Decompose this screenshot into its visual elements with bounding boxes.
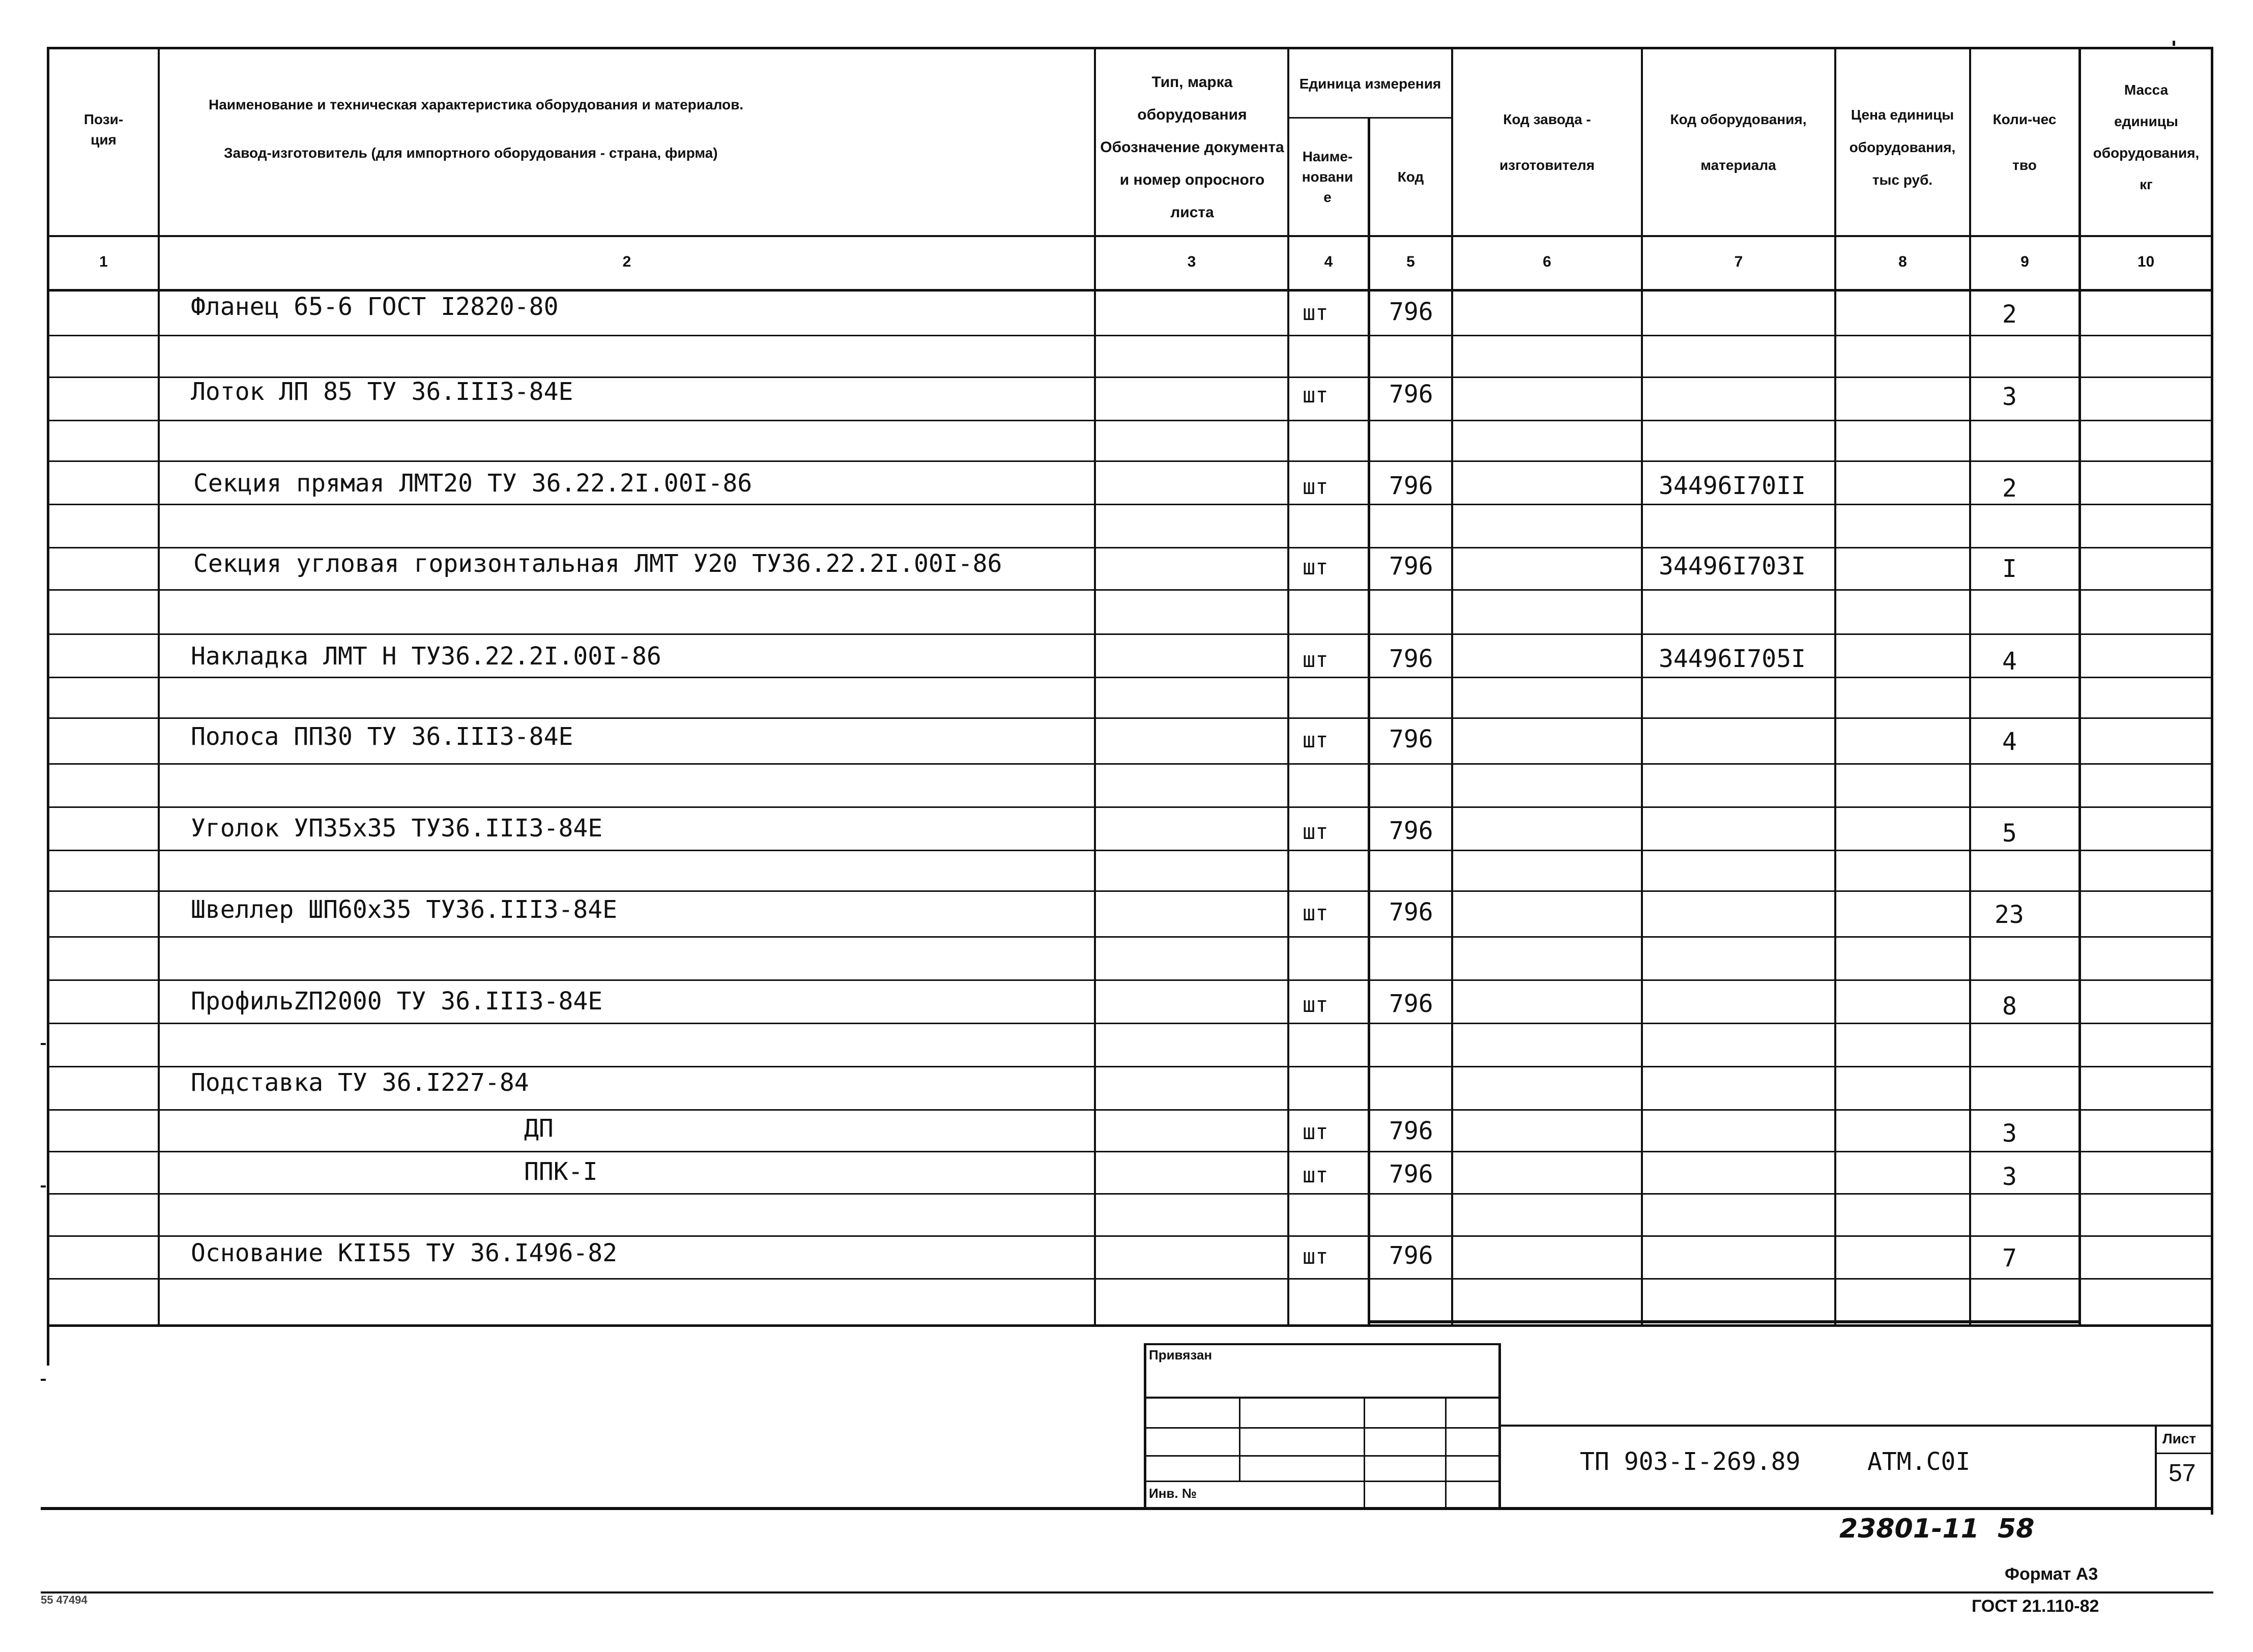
row-name: ППК-I [524, 1157, 598, 1186]
row-unit: шт [1303, 1119, 1328, 1144]
row-name: Швеллер ШП60х35 ТУ36.III3-84Е [191, 895, 618, 924]
gost-label: ГОСТ 21.110-82 [1972, 1597, 2099, 1616]
row-name: Накладка ЛМТ Н ТУ36.22.2I.00I-86 [191, 642, 661, 671]
row-name: ДП [524, 1114, 554, 1143]
row-quantity: 3 [2002, 383, 2017, 411]
header-col-unit-code: Код [1397, 168, 1424, 185]
row-equipment-code: 34496I703I [1659, 552, 1806, 581]
row-unit: шт [1303, 300, 1328, 325]
row-equipment-code: 34496I705I [1659, 645, 1806, 673]
column-number: 3 [1187, 253, 1196, 270]
row-quantity: I [2002, 555, 2017, 583]
row-code: 796 [1389, 380, 1433, 409]
stamp-inventory-label: Инв. № [1149, 1486, 1197, 1501]
row-quantity: 3 [2002, 1163, 2017, 1191]
row-quantity: 2 [2002, 474, 2017, 503]
row-quantity: 5 [2002, 819, 2017, 848]
row-quantity: 2 [2002, 300, 2017, 329]
document-mark: АТМ.С0I [1867, 1447, 1971, 1476]
column-number: 5 [1406, 253, 1415, 270]
row-unit: шт [1303, 901, 1328, 925]
row-code: 796 [1389, 1117, 1433, 1145]
row-unit: шт [1303, 819, 1328, 844]
row-code: 796 [1389, 472, 1433, 500]
format-label: Формат А3 [2005, 1564, 2098, 1584]
header-col-mass: Масса единицы оборудования, кг [2093, 82, 2200, 192]
row-quantity: 7 [2002, 1244, 2017, 1272]
left-edge-code: 55 47494 [41, 1593, 88, 1606]
row-quantity: 8 [2002, 992, 2017, 1021]
row-unit: шт [1303, 1163, 1328, 1187]
row-unit: шт [1303, 474, 1328, 499]
column-number: 6 [1543, 253, 1551, 270]
row-name: Фланец 65-6 ГОСТ I2820-80 [191, 293, 559, 321]
row-code: 796 [1389, 298, 1433, 326]
row-quantity: 3 [2002, 1119, 2017, 1148]
header-col-factory-code: Код завода - изготовителя [1499, 111, 1595, 173]
row-code: 796 [1389, 552, 1433, 581]
row-unit: шт [1303, 555, 1328, 579]
handwritten-number: 23801-11 58 [1839, 1514, 2035, 1544]
row-name: ПрофильZП2000 ТУ 36.III3-84Е [191, 987, 603, 1016]
header-col-unit-group: Единица измерения [1299, 76, 1441, 92]
header-col-name-line1: Наименование и техническая характеристика оборудования и материалов. [209, 97, 744, 112]
row-name: Полоса ПП30 ТУ 36.III3-84Е [191, 722, 573, 751]
header-col-name-line2: Завод-изготовитель (для импортного оборудования - страна, фирма) [224, 145, 718, 161]
document-code: ТП 903-I-269.89 [1580, 1447, 1801, 1476]
row-code: 796 [1389, 990, 1433, 1018]
row-code: 796 [1389, 1241, 1433, 1270]
column-number: 10 [2137, 253, 2155, 270]
row-code: 796 [1389, 817, 1433, 845]
column-number: 7 [1734, 253, 1743, 270]
column-number: 2 [622, 253, 631, 270]
header-col-quantity: Коли-чество [1992, 111, 2057, 173]
column-number: 1 [99, 253, 108, 270]
row-unit: шт [1303, 383, 1328, 408]
row-unit: шт [1303, 992, 1328, 1017]
row-unit: шт [1303, 1244, 1328, 1269]
header-col-type: Тип, марка оборудования Обозначение документа и номер опросного листа [1100, 74, 1284, 221]
column-number: 8 [1898, 253, 1907, 270]
stamp-attached-label: Привязан [1149, 1347, 1212, 1363]
row-name: Секция угловая горизонтальная ЛМТ У20 ТУ36.22.2I.00I-86 [193, 549, 1002, 578]
row-name: Лоток ЛП 85 ТУ 36.III3-84Е [191, 378, 573, 406]
header-col-position: Пози- ция [83, 111, 124, 148]
header-col-equipment-code: Код оборудования, материала [1670, 111, 1807, 173]
row-name: Основание КII55 ТУ 36.I496-82 [191, 1239, 618, 1267]
row-quantity: 4 [2002, 647, 2017, 676]
row-quantity: 4 [2002, 728, 2017, 756]
row-name: Подставка ТУ 36.I227-84 [191, 1068, 529, 1097]
row-code: 796 [1389, 1160, 1433, 1189]
row-unit: шт [1303, 647, 1328, 672]
sheet-label: Лист [2162, 1431, 2197, 1446]
row-unit: шт [1303, 728, 1328, 752]
row-code: 796 [1389, 725, 1433, 753]
row-code: 796 [1389, 645, 1433, 673]
row-name: Секция прямая ЛМТ20 ТУ 36.22.2I.00I-86 [193, 469, 753, 498]
row-name: Уголок УП35х35 ТУ36.III3-84Е [191, 814, 603, 843]
column-number: 9 [2020, 253, 2029, 270]
row-quantity: 23 [1995, 901, 2024, 929]
header-col-unit-name: Наиме-нование [1302, 148, 1353, 205]
row-equipment-code: 34496I70II [1659, 472, 1806, 500]
header-col-price: Цена единицы оборудования, тыс руб. [1849, 107, 1956, 188]
sheet-number: 57 [2169, 1460, 2196, 1487]
column-number: 4 [1324, 253, 1333, 270]
row-code: 796 [1389, 898, 1433, 926]
